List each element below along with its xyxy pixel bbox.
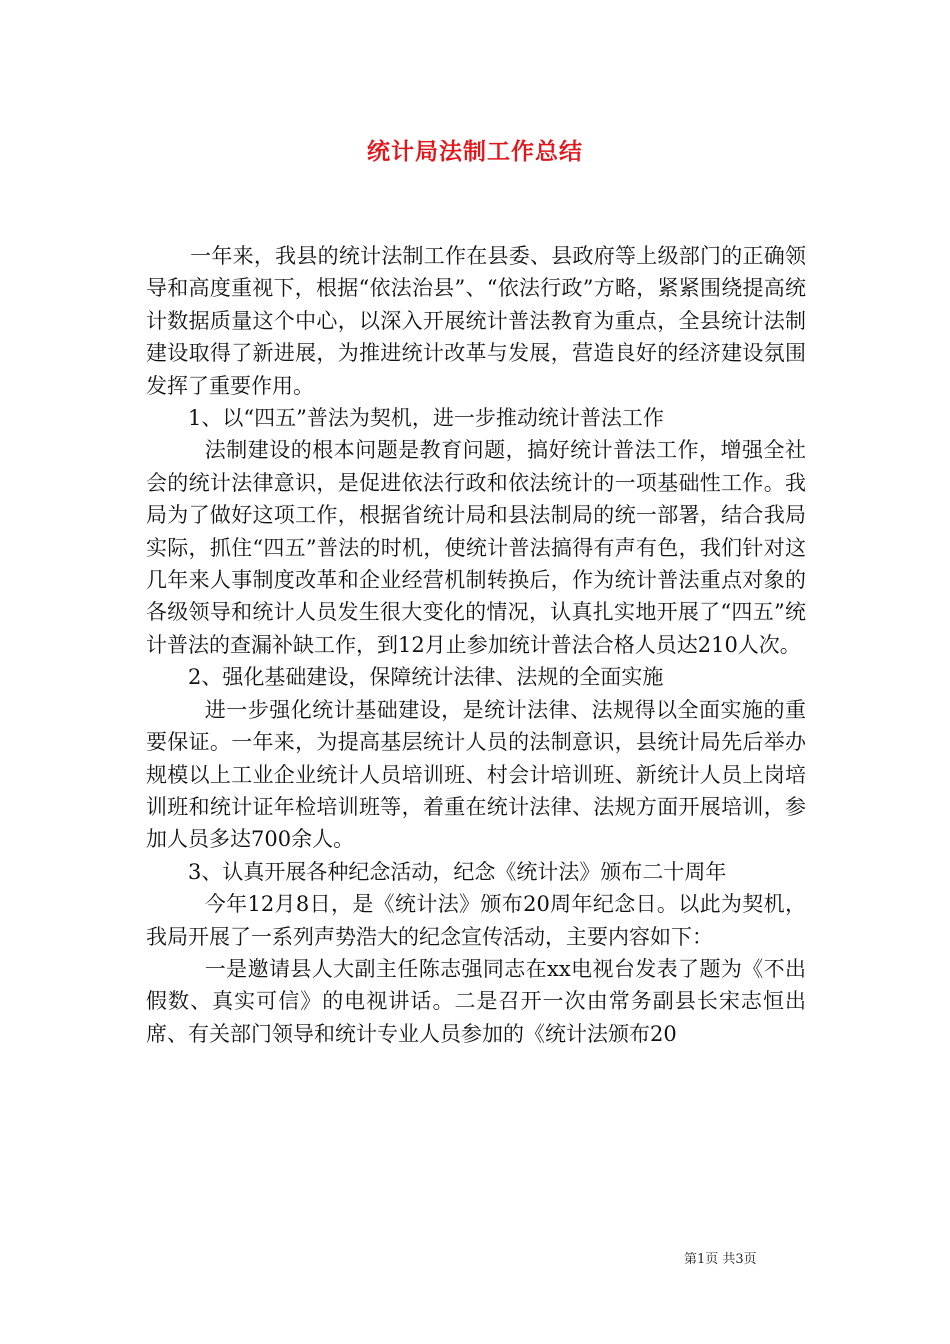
- section-heading-2: 2、强化基础建设，保障统计法律、法规的全面实施: [188, 665, 664, 690]
- paragraph-intro: 一年来，我县的统计法制工作在县委、县政府等上级部门的正确领导和高度重视下，根据“依法治县”、“依法行政”方略，紧紧围绕提高统计数据质量这个中心，以深入开展统计普法教育为重点，全县统计法制建设取得了新进展，为推进统计改革与发展，营造良好的经济建设氛围发挥了重要作用。: [146, 244, 806, 398]
- paragraph-section-3-items: 一是邀请县人大副主任陈志强同志在xx电视台发表了题为《不出假数、真实可信》的电视讲话。二是召开一次由常务副县长宋志恒出席、有关部门领导和统计专业人员参加的《统计法颁布20: [146, 956, 806, 1046]
- paragraph-section-3: 今年12月8日，是《统计法》颁布20周年纪念日。以此为契机，我局开展了一系列声势浩大的纪念宣传活动，主要内容如下：: [146, 892, 806, 949]
- section-heading-1: 1、以“四五”普法为契机，进一步推动统计普法工作: [188, 406, 664, 431]
- section-heading-3: 3、认真开展各种纪念活动，纪念《统计法》颁布二十周年: [188, 859, 727, 884]
- paragraph-section-2: 进一步强化统计基础建设，是统计法律、法规得以全面实施的重要保证。一年来，为提高基层统计人员的法制意识，县统计局先后举办规模以上工业企业统计人员培训班、村会计培训班、新统计人员上岗培训班和统计证年检培训班等，着重在统计法律、法规方面开展培训，参加人员多达700余人。: [146, 697, 806, 852]
- document-title: 统计局法制工作总结: [367, 138, 583, 165]
- page-number: 第1页 共3页: [684, 1252, 757, 1267]
- document-body: [146, 240, 806, 1050]
- paragraph-section-1: 法制建设的根本问题是教育问题，搞好统计普法工作，增强全社会的统计法律意识，是促进依法行政和依法统计的一项基础性工作。我局为了做好这项工作，根据省统计局和县法制局的统一部署，结合我局实际，抓住“四五”普法的时机，使统计普法搞得有声有色，我们针对这几年来人事制度改革和企业经营机制转换后，作为统计普法重点对象的各级领导和统计人员发生很大变化的情况，认真扎实地开展了“四五”统计普法的查漏补缺工作，到12月止参加统计普法合格人员达210人次。: [146, 438, 806, 657]
